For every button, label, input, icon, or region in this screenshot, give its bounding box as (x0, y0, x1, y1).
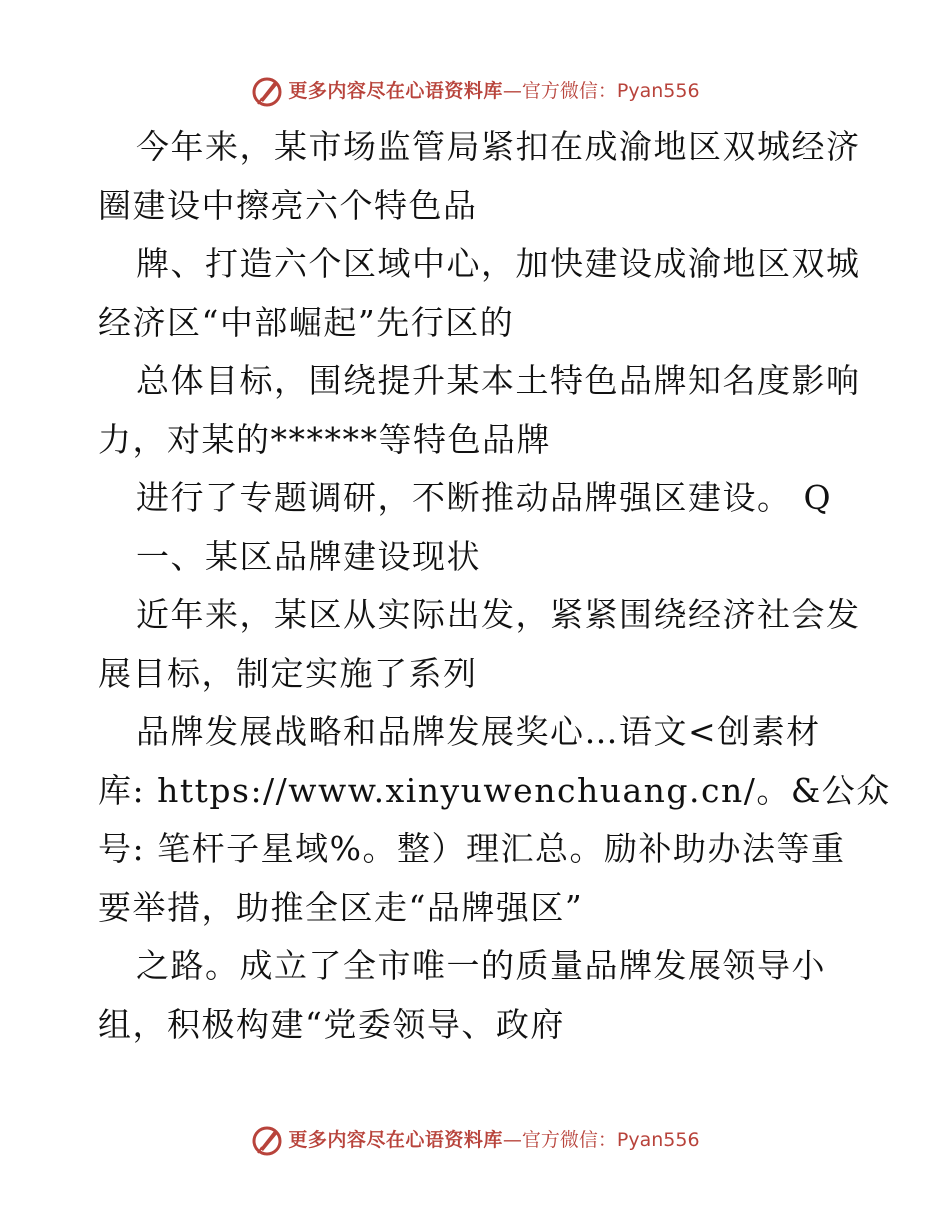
text-line: 圈建设中擦亮六个特色品 (98, 185, 478, 225)
text-line: 展目标，制定实施了系列 (98, 653, 478, 693)
text-line: 牌、打造六个区域中心，加快建设成渝地区双城 (136, 244, 861, 283)
text-line: 库: https://www.xinyuwenchuang.cn/。&公众 (98, 770, 891, 810)
text-line: 总体目标，围绕提升某本土特色品牌知名度影响 (136, 361, 861, 400)
watermark-separator: — (502, 1129, 522, 1151)
text-line: 一、某区品牌建设现状 (136, 536, 481, 576)
text-line: 进行了专题调研，不断推动品牌强区建设。 Q (136, 478, 833, 517)
text-line: 之路。成立了全市唯一的质量品牌发展领导小 (136, 946, 826, 985)
text-line: 今年来，某市场监管局紧扣在成渝地区双城经济 (136, 127, 861, 166)
quill-logo-icon (250, 1123, 284, 1157)
watermark-wechat-text: 官方微信：Pyan556 (521, 1129, 700, 1151)
document-body (98, 118, 891, 1054)
watermark-site-text: 更多内容尽在心语资料库 (288, 1129, 503, 1151)
text-line: 组，积极构建“党委领导、政府 (98, 1004, 565, 1044)
footer-watermark (0, 1120, 950, 1160)
text-line: 号: 笔杆子星域%。整）理汇总。励补助办法等重 (98, 829, 846, 868)
watermark-separator: — (502, 80, 522, 102)
text-line: 品牌发展战略和品牌发展奖心…语文<创素材 (136, 712, 821, 751)
watermark-wechat-text: 官方微信：Pyan556 (521, 80, 700, 102)
text-line: 要举措，助推全区走“品牌强区” (98, 887, 584, 927)
text-line: 力，对某的******等特色品牌 (98, 419, 551, 459)
text-line: 近年来，某区从实际出发，紧紧围绕经济社会发 (136, 595, 861, 634)
quill-logo-icon (250, 74, 284, 108)
watermark-site-text: 更多内容尽在心语资料库 (288, 80, 503, 102)
text-line: 经济区“中部崛起”先行区的 (98, 302, 515, 342)
header-watermark (0, 71, 950, 111)
